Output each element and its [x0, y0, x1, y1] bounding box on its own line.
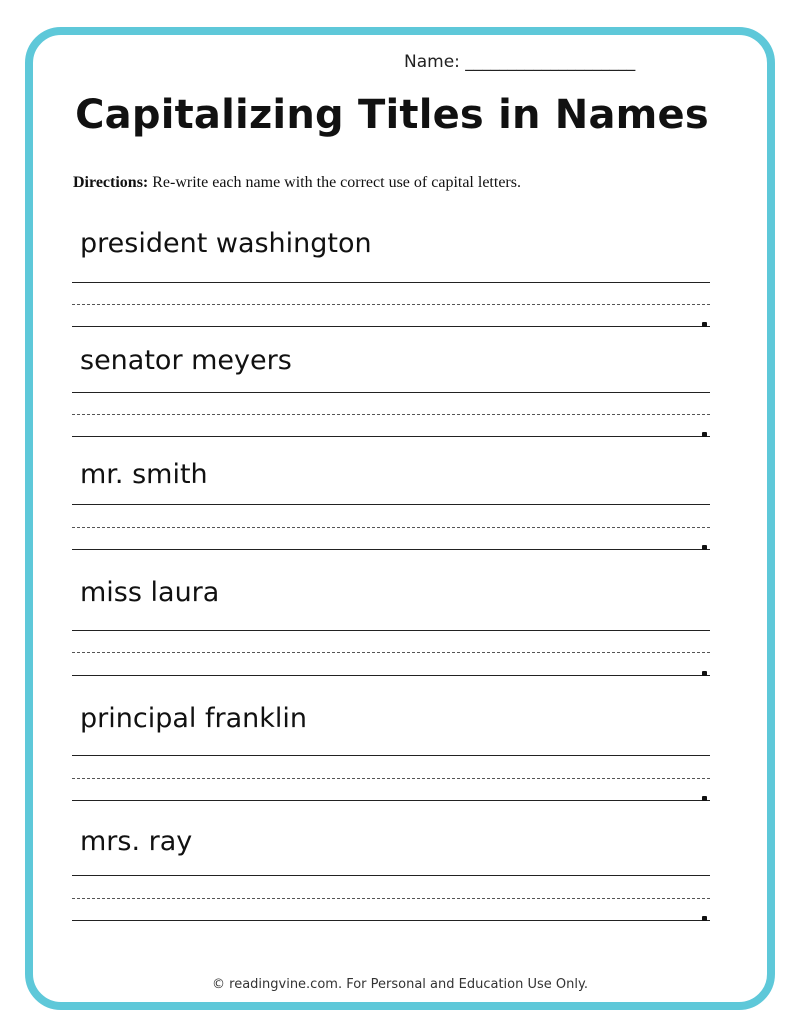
writing-line-baseline[interactable]	[72, 436, 710, 437]
page-title: Capitalizing Titles in Names	[75, 92, 709, 138]
writing-line-middle	[72, 414, 710, 415]
item-prompt: mr. smith	[80, 459, 208, 490]
writing-line-top[interactable]	[72, 392, 710, 393]
period-mark	[702, 796, 707, 801]
item-prompt: mrs. ray	[80, 826, 193, 857]
writing-line-top[interactable]	[72, 504, 710, 505]
writing-line-top[interactable]	[72, 282, 710, 283]
item-prompt: senator meyers	[80, 345, 292, 376]
directions-text: Re-write each name with the correct use of capital letters.	[152, 174, 521, 191]
writing-line-middle	[72, 652, 710, 653]
writing-line-middle	[72, 304, 710, 305]
writing-line-top[interactable]	[72, 875, 710, 876]
writing-line-middle	[72, 778, 710, 779]
directions	[73, 174, 521, 192]
writing-line-middle	[72, 527, 710, 528]
writing-line-baseline[interactable]	[72, 326, 710, 327]
directions-label: Directions:	[73, 174, 149, 191]
period-mark	[702, 545, 707, 550]
writing-line-baseline[interactable]	[72, 920, 710, 921]
period-mark	[702, 916, 707, 921]
writing-line-baseline[interactable]	[72, 549, 710, 550]
copyright-footer: © readingvine.com. For Personal and Education Use Only.	[212, 977, 588, 992]
writing-line-baseline[interactable]	[72, 675, 710, 676]
period-mark	[702, 322, 707, 327]
item-prompt: president washington	[80, 228, 372, 259]
writing-line-top[interactable]	[72, 755, 710, 756]
writing-line-middle	[72, 898, 710, 899]
item-prompt: miss laura	[80, 577, 220, 608]
writing-line-baseline[interactable]	[72, 800, 710, 801]
writing-line-top[interactable]	[72, 630, 710, 631]
name-field-label[interactable]: Name: ____________________	[404, 52, 636, 72]
period-mark	[702, 671, 707, 676]
item-prompt: principal franklin	[80, 703, 307, 734]
period-mark	[702, 432, 707, 437]
